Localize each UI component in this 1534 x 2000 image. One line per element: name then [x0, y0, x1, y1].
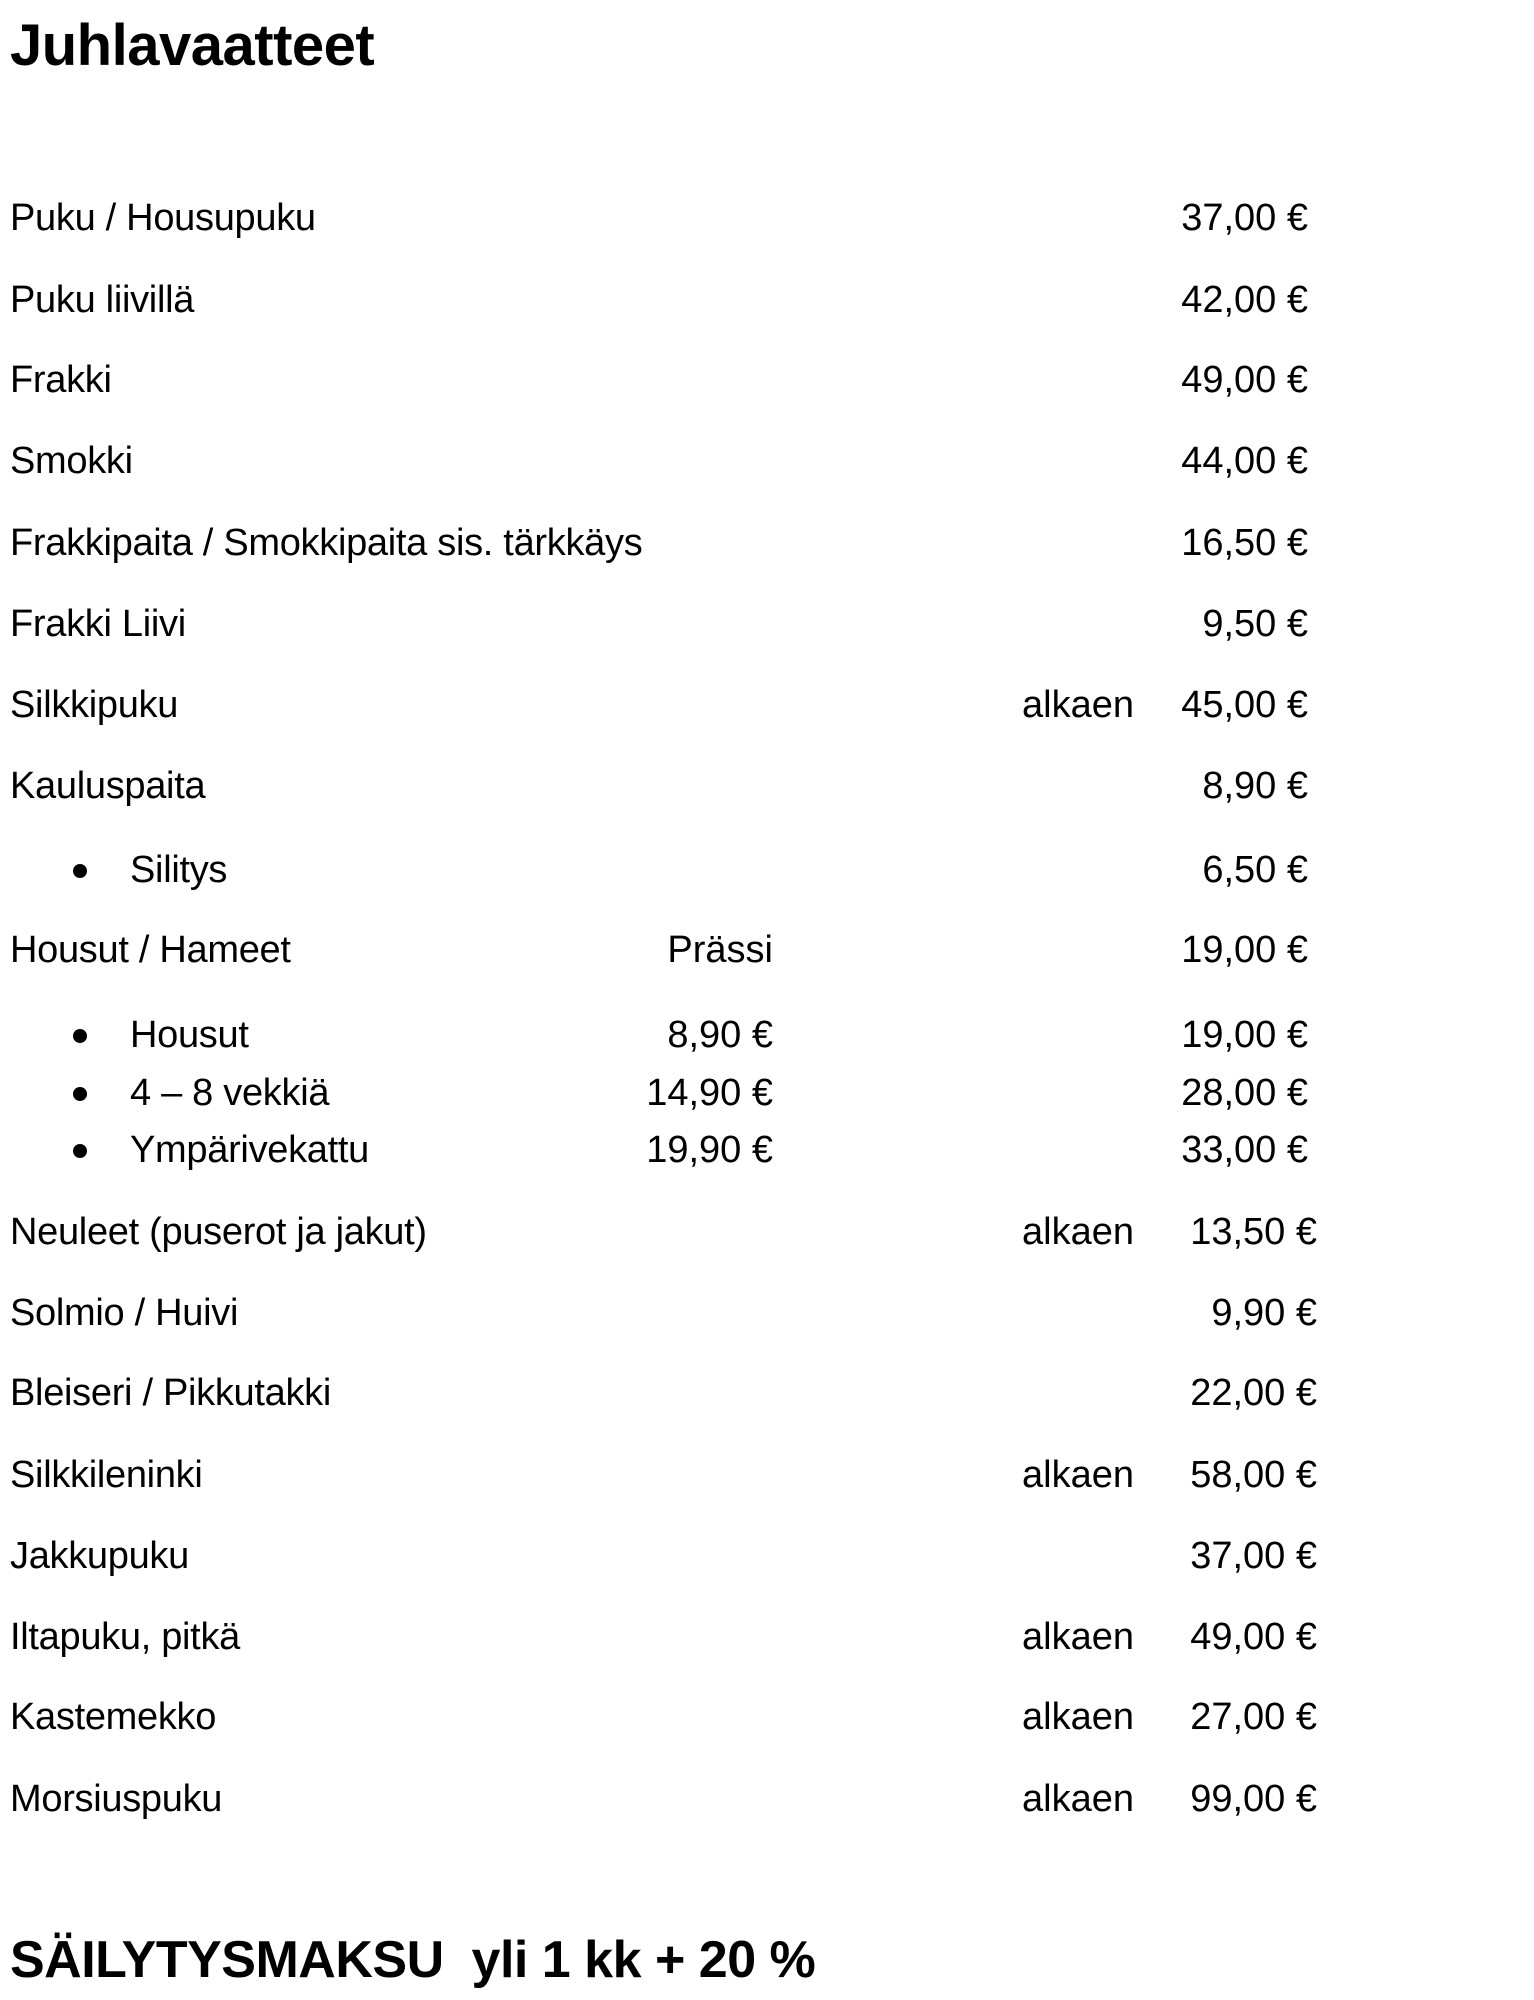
- item-price: 99,00 €: [1190, 1778, 1317, 1820]
- price-row-sub: [0, 1010, 1534, 1060]
- item-price: 6,50 €: [1202, 849, 1308, 891]
- price-row: [0, 1531, 1534, 1581]
- price-row: [0, 925, 1534, 975]
- item-label: Kastemekko: [10, 1696, 217, 1738]
- item-label: Morsiuspuku: [10, 1778, 223, 1820]
- item-price: 9,50 €: [1202, 603, 1308, 645]
- item-label: Iltapuku, pitkä: [10, 1616, 240, 1658]
- item-label: Silitys: [130, 849, 228, 891]
- item-price: 42,00 €: [1181, 279, 1308, 321]
- page-title: Juhlavaatteet: [10, 13, 375, 78]
- item-price: 27,00 €: [1190, 1696, 1317, 1738]
- column-header-prassi: Prässi: [667, 929, 773, 971]
- price-prefix: alkaen: [1022, 684, 1134, 726]
- item-label: Housut / Hameet: [10, 929, 291, 971]
- item-label: Bleiseri / Pikkutakki: [10, 1372, 332, 1414]
- item-label: Puku / Housupuku: [10, 197, 316, 239]
- price-row: [0, 436, 1534, 486]
- price-row: [0, 761, 1534, 811]
- price-row: [0, 1288, 1534, 1338]
- item-label: Neuleet (puserot ja jakut): [10, 1211, 427, 1253]
- storage-fee-note: SÄILYTYSMAKSU yli 1 kk + 20 %: [10, 1931, 816, 1989]
- price-row: [0, 275, 1534, 325]
- item-price: 13,50 €: [1190, 1211, 1317, 1253]
- item-label: Ympärivekattu: [130, 1129, 369, 1171]
- item-label: Silkkileninki: [10, 1454, 203, 1496]
- item-price: 44,00 €: [1181, 440, 1308, 482]
- item-label: Frakkipaita / Smokkipaita sis. tärkkäys: [10, 522, 643, 564]
- item-label: Frakki Liivi: [10, 603, 186, 645]
- price-row: [0, 518, 1534, 568]
- price-prefix: alkaen: [1022, 1454, 1134, 1496]
- price-row: [0, 599, 1534, 649]
- item-price: 49,00 €: [1181, 359, 1308, 401]
- price-row: [0, 1207, 1534, 1257]
- item-label: Frakki: [10, 359, 112, 401]
- item-price: 37,00 €: [1190, 1535, 1317, 1577]
- bullet-icon: [73, 864, 87, 878]
- press-price: 19,90 €: [646, 1129, 773, 1171]
- price-prefix: alkaen: [1022, 1696, 1134, 1738]
- item-price: 49,00 €: [1190, 1616, 1317, 1658]
- item-label: Solmio / Huivi: [10, 1292, 239, 1334]
- item-price: 8,90 €: [1202, 765, 1308, 807]
- item-price: 58,00 €: [1190, 1454, 1317, 1496]
- item-price: 22,00 €: [1190, 1372, 1317, 1414]
- price-row: [0, 1612, 1534, 1662]
- price-prefix: alkaen: [1022, 1616, 1134, 1658]
- price-row: [0, 1774, 1534, 1824]
- item-label: Housut: [130, 1014, 249, 1056]
- item-price: 45,00 €: [1181, 684, 1308, 726]
- price-row: [0, 193, 1534, 243]
- item-price: 16,50 €: [1181, 522, 1308, 564]
- price-row: [0, 680, 1534, 730]
- item-price: 9,90 €: [1211, 1292, 1317, 1334]
- press-price: 14,90 €: [646, 1072, 773, 1114]
- bullet-icon: [73, 1144, 87, 1158]
- item-label: Jakkupuku: [10, 1535, 189, 1577]
- price-prefix: alkaen: [1022, 1778, 1134, 1820]
- item-price: 28,00 €: [1181, 1072, 1308, 1114]
- price-prefix: alkaen: [1022, 1211, 1134, 1253]
- price-row-sub: [0, 845, 1534, 895]
- item-label: Puku liivillä: [10, 279, 195, 321]
- bullet-icon: [73, 1029, 87, 1043]
- item-label: Kauluspaita: [10, 765, 206, 807]
- item-label: Smokki: [10, 440, 133, 482]
- item-price: 19,00 €: [1181, 929, 1308, 971]
- price-row: [0, 355, 1534, 405]
- item-label: 4 – 8 vekkiä: [130, 1072, 330, 1114]
- item-price: 33,00 €: [1181, 1129, 1308, 1171]
- bullet-icon: [73, 1087, 87, 1101]
- price-row: [0, 1450, 1534, 1500]
- press-price: 8,90 €: [667, 1014, 773, 1056]
- item-price: 19,00 €: [1181, 1014, 1308, 1056]
- price-row-sub: [0, 1125, 1534, 1175]
- item-label: Silkkipuku: [10, 684, 179, 726]
- price-row: [0, 1368, 1534, 1418]
- item-price: 37,00 €: [1181, 197, 1308, 239]
- price-row: [0, 1692, 1534, 1742]
- price-row-sub: [0, 1068, 1534, 1118]
